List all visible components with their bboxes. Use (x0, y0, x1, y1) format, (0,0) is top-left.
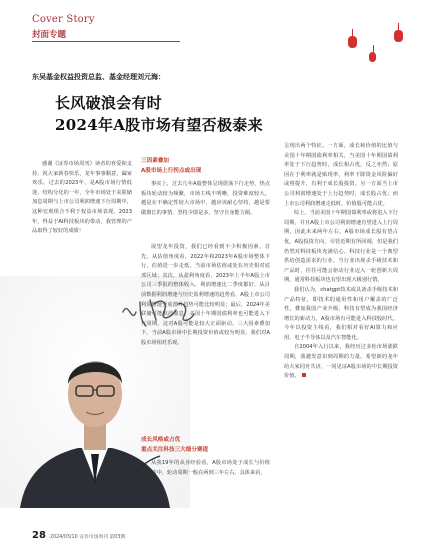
paragraph: 展望龙年投资，我们已经看到不少积极因素。首先，从估值角度看，2022年和2023年A股市场整体下行，估值进一步走低，当前市场估值或处在历史相对底部区域；其次，从盈利角度看，2023年上半年A股上市公司三季报的整体收入、利润增速比二季度都好，从目前数据利润增速与历史盈利增速的趋势看，A股上市公司利润增速至底部升趋势可能比较明显；最后，2024年美联储可能取消加息，美国十年期国债利率也可能进入下行周期，这对A股可能是较大正面驱动。三大因素叠加下，当前A股市场中长期投资价值或较为明显，我们对A股市场相对乐观。 (141, 244, 270, 345)
paragraph: 我们认为，chatgpt技术或具备杀手级技术和产品特征，即技术的通用性和用户覆盖的广泛性，叠加我国产业升级，科技有望成为我国经济增长的新动力，A股市场有可能进入科技股时代。今年以投资主线看，我们相对看好AI算力和应用、电子半导体以及汽车智能化。 (284, 286, 398, 341)
middle-column-mid (141, 243, 270, 345)
paragraph: 从我19年的从业经验看，A股市场处于成长与价值的轮动中，轮动周期一般在两到三年左右。具体来看， (141, 460, 270, 476)
paragraph-final (284, 343, 398, 381)
lantern-icon (348, 36, 357, 48)
right-column (284, 142, 398, 382)
section-label-english: Cover Story (32, 14, 95, 25)
headline-line1: 长风破浪会有时 (55, 94, 163, 112)
section-divider (32, 41, 180, 42)
intro-paragraph: 感谢《证券市场周刊》读者的喜爱和支持，祝大家新春快乐，龙年事事顺意，阖家欢乐。过去的2023年，是A股市场行情低迷、结构分化的一年，全年市场处于美联储加息周期与上市公司利润增速下行周期中，这种宏观组合不利于权益市场表现。2023年，得益于AI科技板块的带动，我管理的产品取得了较好的成绩！ (32, 161, 132, 235)
middle-column-wrap (193, 333, 270, 401)
final-text: 自2004年入行以来，我经历过多轮市场涨跌周期，我越发意识到周期的力量。希望新的龙年给大家同舟共济，一同见证A股市场的中长期投资价值。 (284, 344, 398, 380)
middle-column-bottom (141, 436, 270, 478)
paragraph: 综上，当前美国十年期国债利率或将进入下行周期，并且A股上市公司利润增速有望进入上行周期，因此未来两年左右，A股市场成长股有望占优。A股投资方向，尽管近期有所回调，但是我们仍然对科技板块充满信心。科技行业是一个典型供给创造需求的行业，当行业出现杀手级技术和产品时，往往可能会驱动行业迈入一轮创新大周期，通常科技板块也有望出现大级别行情。 (284, 210, 398, 284)
paragraph: 事实上，过去几年A股整体呈现震荡下行走势，热点板块轮动较为频繁，市场主线不明晰，投资难度较大。越是在不确定性较大市场中，越应该耐心坚持，越是要做擅长的事情，坚持少即是多，坚守自身能力圈。 (141, 181, 270, 216)
lantern-icon (394, 30, 403, 42)
headline-line2: 2024年A股市场有望否极泰来 (55, 116, 263, 134)
end-mark-icon (302, 373, 306, 377)
subheading-1: 三因素叠加 A股市场上行拐点或出现 (141, 158, 202, 174)
middle-column-top (141, 157, 270, 219)
paragraph: 呈现出两个特征。一方面，成长和价值的比值与美国十年期国债利率相关，当美国十年期国债利率处于下行趋势时，成长相占优，反之亦然；原因在于利率就是贴现率，利率下降资金风险偏好或将提升，有利于成长股投资。另一方面当上市公司利润增速处于上行趋势时，成长股占优；而上市公司利润增速走低时，价值股可能占优。 (284, 143, 398, 207)
section-label-chinese: 封面专题 (32, 30, 67, 40)
intro-column (32, 160, 132, 237)
lantern-icon (369, 52, 376, 62)
issue-info: 2024/03/10 证券市场周刊 第03期 (50, 535, 126, 540)
page-number: 28 (32, 530, 46, 541)
kicker: 东吴基金权益投资总监、基金经理刘元海： (32, 73, 165, 81)
subheading-2: 成长风格或占优 重点关注科技三大细分赛道 (141, 437, 209, 453)
